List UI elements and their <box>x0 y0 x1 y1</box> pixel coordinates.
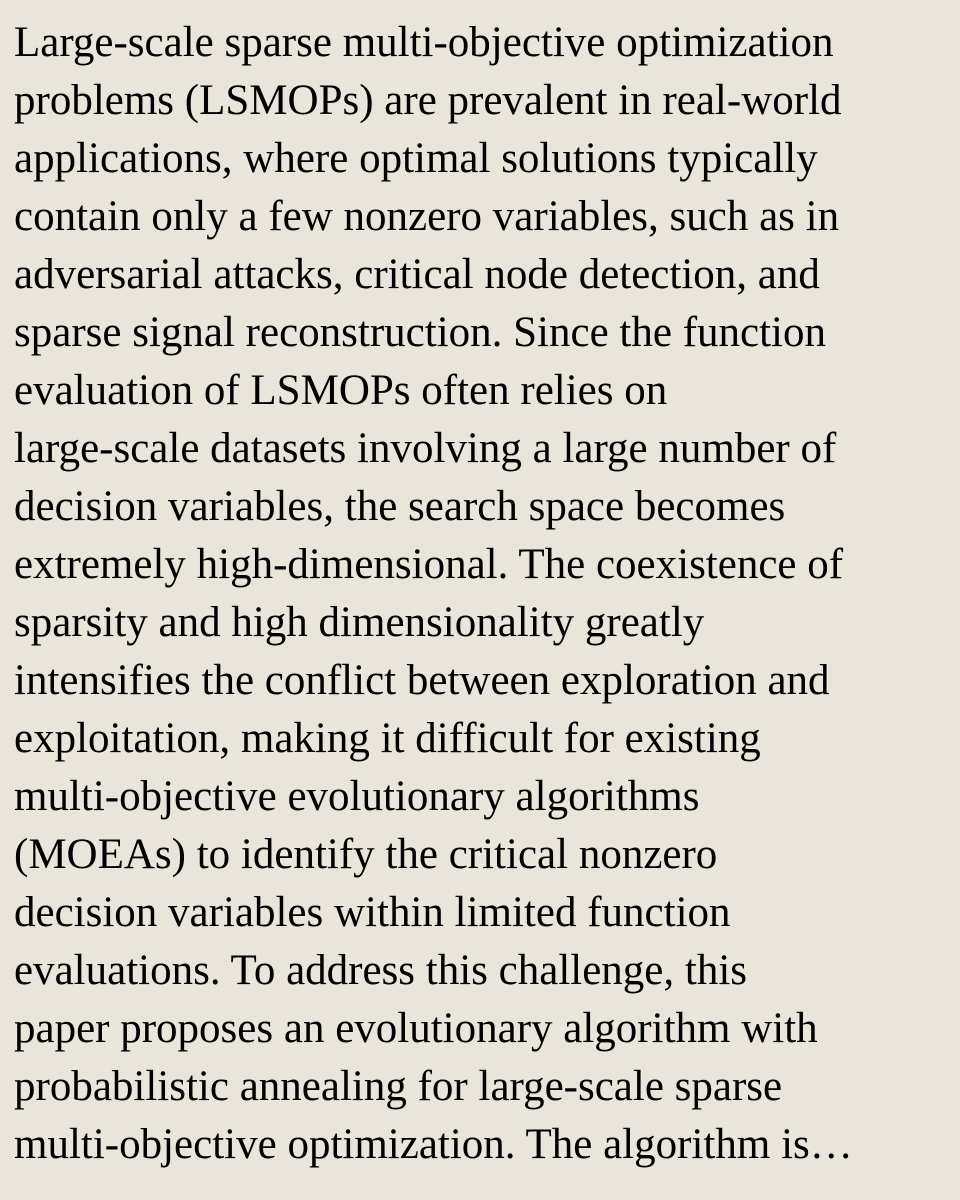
text-line-6: sparse signal reconstruction. Since the function <box>14 309 827 356</box>
text-line-19: probabilistic annealing for large-scale sparse <box>14 1063 783 1110</box>
text-line-9: decision variables, the search space becomes <box>14 483 786 530</box>
text-line-3: applications, where optimal solutions typically <box>14 135 818 182</box>
text-line-16: decision variables within limited function <box>14 889 731 936</box>
text-line-14: multi-objective evolutionary algorithms <box>14 773 700 820</box>
text-line-2: problems (LSMOPs) are prevalent in real-world <box>14 77 842 124</box>
text-line-20: multi-objective optimization. The algorithm is… <box>14 1121 853 1168</box>
text-line-11: sparsity and high dimensionality greatly <box>14 599 705 646</box>
text-line-5: adversarial attacks, critical node detection, and <box>14 251 820 298</box>
text-line-15: (MOEAs) to identify the critical nonzero <box>14 831 718 878</box>
text-line-8: large-scale datasets involving a large number of <box>14 425 837 472</box>
abstract-text <box>14 14 960 1174</box>
text-line-7: evaluation of LSMOPs often relies on <box>14 367 668 414</box>
text-line-1: Large-scale sparse multi-objective optimization <box>14 19 834 66</box>
text-line-18: paper proposes an evolutionary algorithm with <box>14 1005 818 1052</box>
text-line-4: contain only a few nonzero variables, such as in <box>14 193 840 240</box>
text-line-13: exploitation, making it difficult for existing <box>14 715 761 762</box>
text-line-12: intensifies the conflict between exploration and <box>14 657 830 704</box>
text-line-17: evaluations. To address this challenge, this <box>14 947 748 994</box>
text-line-10: extremely high-dimensional. The coexistence of <box>14 541 844 588</box>
